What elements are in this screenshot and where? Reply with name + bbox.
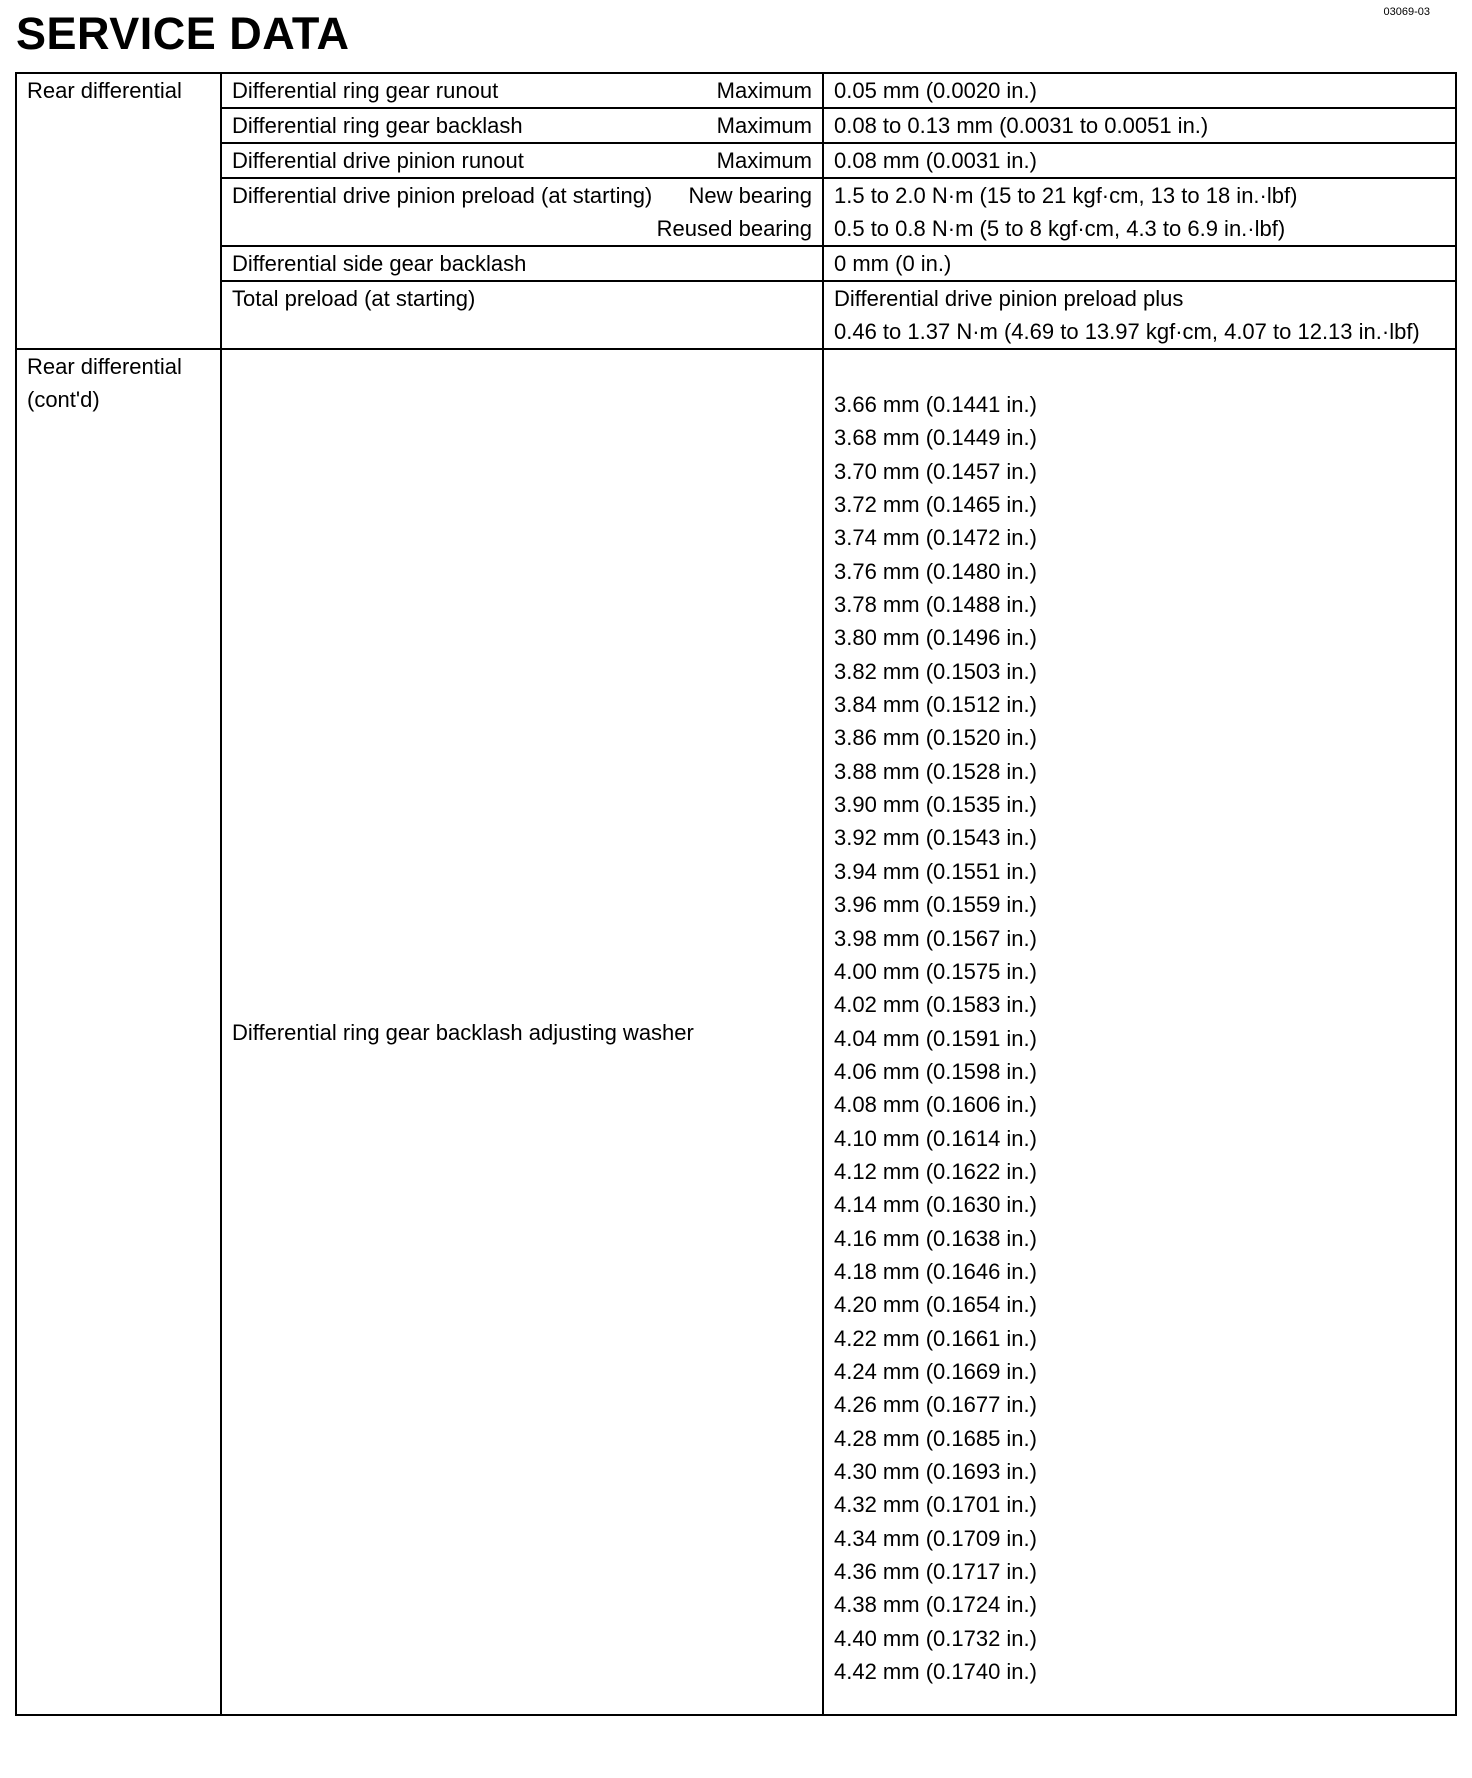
spec-condition: Maximum [716,113,812,138]
table-row [16,178,1456,246]
spec-value: 0.08 mm (0.0031 in.) [823,143,1456,178]
washer-thickness-value: 3.98 mm (0.1567 in.) [834,925,1037,951]
washer-thickness-value: 3.82 mm (0.1503 in.) [834,658,1037,684]
spec-item [221,349,823,1715]
washer-thickness-value: 3.78 mm (0.1488 in.) [834,592,1037,618]
spec-value: 0.05 mm (0.0020 in.) [823,73,1456,108]
washer-thickness-value: 3.90 mm (0.1535 in.) [834,792,1037,818]
washer-thickness-value: 4.38 mm (0.1724 in.) [834,1592,1037,1618]
washer-thickness-value: 4.12 mm (0.1622 in.) [834,1158,1037,1184]
washer-thickness-value: 4.32 mm (0.1701 in.) [834,1492,1037,1518]
spec-item-label: Differential ring gear backlash [232,113,523,138]
spec-item-label: Differential ring gear runout [232,78,499,103]
washer-thickness-value: 3.88 mm (0.1528 in.) [834,758,1037,784]
spec-value-line: 1.5 to 2.0 N·m (15 to 21 kgf·cm, 13 to 18 in.·lbf) [834,183,1298,208]
group-label [16,349,221,1715]
spec-item [221,281,823,349]
washer-thickness-value: 3.96 mm (0.1559 in.) [834,892,1037,918]
washer-thickness-value: 3.68 mm (0.1449 in.) [834,425,1037,451]
table-row [16,349,1456,1715]
washer-thickness-value: 4.02 mm (0.1583 in.) [834,992,1037,1018]
document-code: 03069-03 [1383,6,1430,18]
washer-thickness-value: 4.22 mm (0.1661 in.) [834,1325,1037,1351]
washer-thickness-value: 4.08 mm (0.1606 in.) [834,1092,1037,1118]
spec-value-line: 0.5 to 0.8 N·m (5 to 8 kgf·cm, 4.3 to 6.9 in.·lbf) [834,216,1286,241]
spec-value-line: 0.46 to 1.37 N·m (4.69 to 13.97 kgf·cm, 4.07 to 12.13 in.·lbf) [834,319,1420,344]
table-row [16,73,1456,108]
spec-item-label: Differential drive pinion preload (at starting) [232,183,653,208]
washer-thickness-value: 3.94 mm (0.1551 in.) [834,858,1037,884]
spec-item-label: Differential drive pinion runout [232,148,524,173]
table-row [16,281,1456,349]
washer-thickness-value: 4.28 mm (0.1685 in.) [834,1425,1037,1451]
spec-value-line: Differential drive pinion preload plus [834,286,1184,311]
washer-thickness-value: 4.40 mm (0.1732 in.) [834,1625,1037,1651]
washer-thickness-value: 4.16 mm (0.1638 in.) [834,1225,1037,1251]
spec-item [221,178,823,246]
washer-thickness-value: 4.34 mm (0.1709 in.) [834,1525,1037,1551]
washer-thickness-value: 3.80 mm (0.1496 in.) [834,625,1037,651]
spec-value [823,178,1456,246]
washer-thickness-value: 3.70 mm (0.1457 in.) [834,458,1037,484]
washer-thickness-value: 3.92 mm (0.1543 in.) [834,825,1037,851]
group-label-line: Rear differential [27,354,182,379]
table-row [16,143,1456,178]
spec-condition: New bearing [688,183,812,208]
spec-condition: Maximum [716,148,812,173]
service-data-table [15,72,1457,1716]
spec-value [823,281,1456,349]
washer-thickness-list [834,350,1445,1714]
page-title: SERVICE DATA [16,8,350,59]
spec-item-label: Differential side gear backlash [232,251,527,276]
spec-item [221,246,823,281]
table-row [16,246,1456,281]
washer-thickness-value: 4.06 mm (0.1598 in.) [834,1058,1037,1084]
washer-thickness-value: 4.30 mm (0.1693 in.) [834,1459,1037,1484]
group-label-line: (cont'd) [27,387,100,412]
washer-thickness-value: 4.36 mm (0.1717 in.) [834,1559,1037,1585]
washer-thickness-value: 4.00 mm (0.1575 in.) [834,958,1037,984]
washer-thickness-value: 4.14 mm (0.1630 in.) [834,1192,1037,1218]
washer-thickness-value: 3.76 mm (0.1480 in.) [834,558,1037,584]
spec-item [221,73,823,108]
washer-thickness-value: 4.20 mm (0.1654 in.) [834,1292,1037,1318]
washer-thickness-value: 4.42 mm (0.1740 in.) [834,1659,1037,1685]
spec-value [823,349,1456,1715]
washer-thickness-value: 4.18 mm (0.1646 in.) [834,1258,1037,1284]
spec-item-label: Differential ring gear backlash adjusting washer [232,1019,694,1045]
washer-thickness-value: 4.10 mm (0.1614 in.) [834,1125,1037,1151]
spec-item-label: Total preload (at starting) [232,286,476,311]
spec-value: 0.08 to 0.13 mm (0.0031 to 0.0051 in.) [823,108,1456,143]
group-label: Rear differential [16,73,221,349]
washer-thickness-value: 4.26 mm (0.1677 in.) [834,1392,1037,1418]
table-row [16,108,1456,143]
spec-condition: Reused bearing [656,216,812,241]
washer-thickness-value: 3.86 mm (0.1520 in.) [834,725,1037,751]
washer-thickness-value: 4.24 mm (0.1669 in.) [834,1358,1037,1384]
washer-thickness-value: 3.84 mm (0.1512 in.) [834,692,1037,718]
spec-item [221,143,823,178]
spec-item [221,108,823,143]
washer-thickness-value: 3.66 mm (0.1441 in.) [834,392,1037,417]
spec-condition: Maximum [716,78,812,103]
washer-thickness-value: 3.72 mm (0.1465 in.) [834,492,1037,518]
washer-thickness-value: 3.74 mm (0.1472 in.) [834,525,1037,551]
spec-value: 0 mm (0 in.) [823,246,1456,281]
washer-thickness-value: 4.04 mm (0.1591 in.) [834,1025,1037,1051]
